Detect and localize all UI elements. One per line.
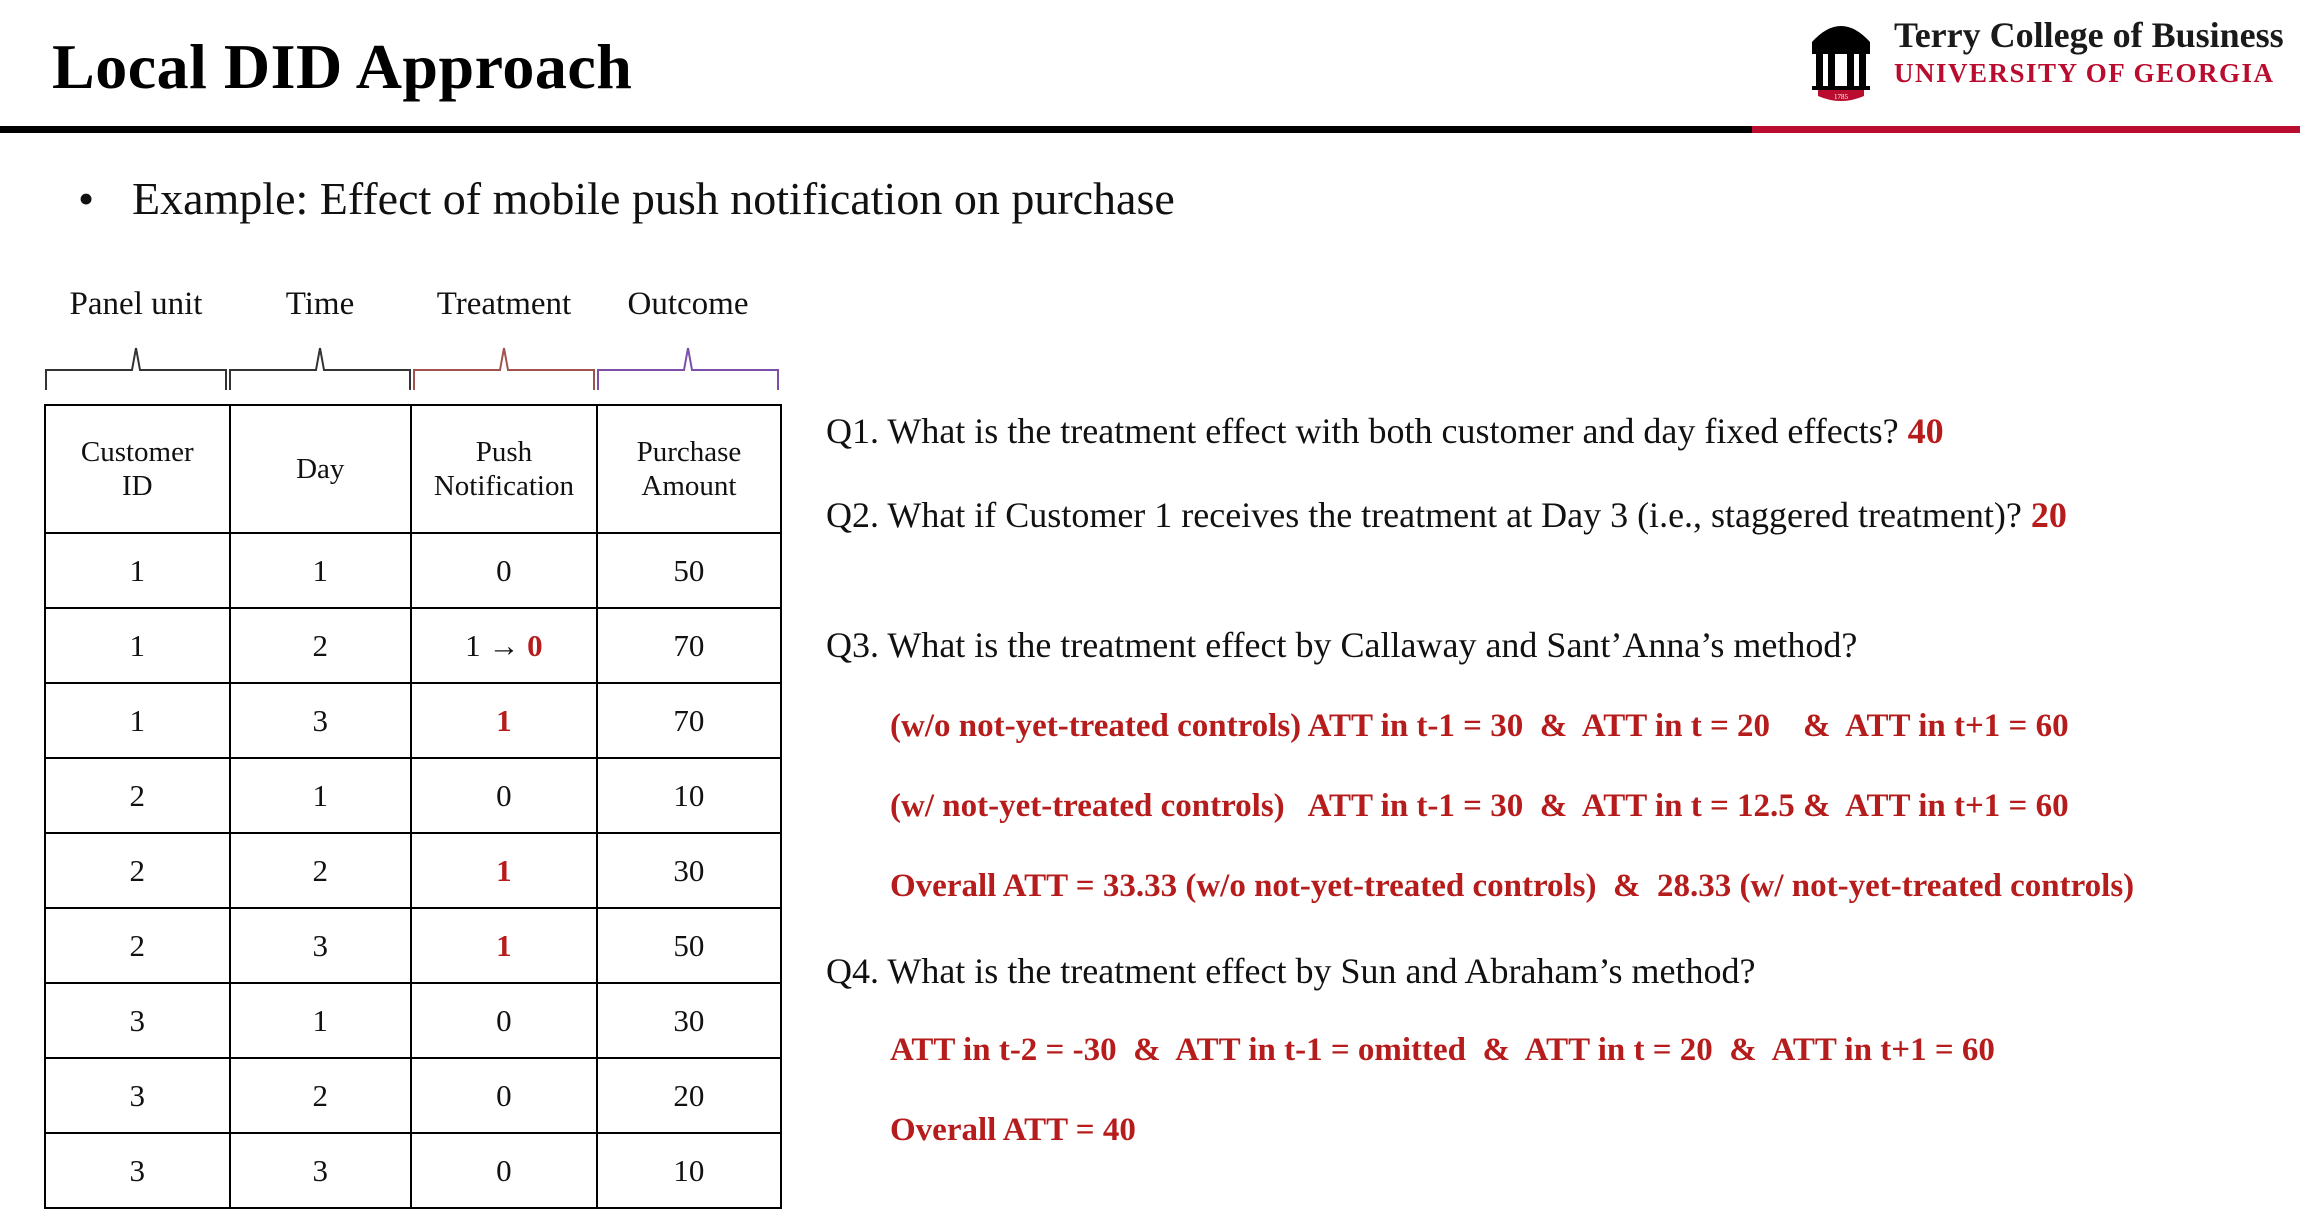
brace-treatment (414, 348, 594, 390)
question-q3 (826, 624, 1857, 666)
cell-customer-id: 1 (45, 683, 230, 758)
q1-answer: 40 (1907, 411, 1944, 451)
logo-university-name: UNIVERSITY OF GEORGIA (1894, 58, 2275, 88)
cell-day: 1 (230, 758, 411, 833)
logo-year: 1785 (1834, 93, 1848, 101)
brace-outcome (598, 348, 778, 390)
header-customer-id: Customer ID (45, 405, 230, 533)
cell-push-notification: 0 (411, 533, 597, 608)
question-q1 (826, 410, 1944, 452)
table-row (45, 533, 781, 608)
table-row (45, 1058, 781, 1133)
cell-customer-id: 3 (45, 1058, 230, 1133)
q3-text: Q3. What is the treatment effect by Callaway and Sant’Anna’s method? (826, 625, 1858, 665)
cell-day: 3 (230, 908, 411, 983)
cell-purchase-amount: 10 (597, 1133, 781, 1208)
q3-answer-overall: Overall ATT = 33.33 (w/o not-yet-treated controls) & 28.33 (w/ not-yet-treated controls) (890, 868, 2135, 904)
title-rule-red (1752, 126, 2300, 133)
q1-text: Q1. What is the treatment effect with both customer and day fixed effects? (826, 411, 1908, 451)
q4-answer-overall: Overall ATT = 40 (890, 1112, 1136, 1148)
cell-day: 2 (230, 833, 411, 908)
group-label-treatment: Treatment (436, 286, 572, 322)
brace-time (230, 348, 410, 390)
cell-purchase-amount: 30 (597, 833, 781, 908)
cell-purchase-amount: 30 (597, 983, 781, 1058)
bullet-dot-icon: • (78, 173, 95, 224)
push-override-value: 0 (527, 627, 543, 663)
q4-text: Q4. What is the treatment effect by Sun and Abraham’s method? (826, 951, 1756, 991)
bullet-item (78, 172, 1175, 225)
cell-day: 1 (230, 533, 411, 608)
cell-purchase-amount: 70 (597, 608, 781, 683)
cell-purchase-amount: 10 (597, 758, 781, 833)
cell-push-notification: 1 (411, 833, 597, 908)
table-row (45, 833, 781, 908)
q3-answer-with-controls: (w/ not-yet-treated controls) ATT in t-1 = 30 & ATT in t = 12.5 & ATT in t+1 = 60 (890, 788, 2069, 824)
table-row (45, 608, 781, 683)
cell-day: 3 (230, 1133, 411, 1208)
cell-push-notification: 1 (411, 908, 597, 983)
cell-purchase-amount: 70 (597, 683, 781, 758)
table-row (45, 758, 781, 833)
header-purchase-amount: Purchase Amount (597, 405, 781, 533)
header-push-notification: Push Notification (411, 405, 597, 533)
table-row (45, 908, 781, 983)
group-label-panel-unit: Panel unit (69, 286, 203, 322)
table-row (45, 983, 781, 1058)
question-q2 (826, 494, 2067, 536)
q4-answer-event-study: ATT in t-2 = -30 & ATT in t-1 = omitted & ATT in t = 20 & ATT in t+1 = 60 (890, 1032, 1995, 1068)
header-day: Day (230, 405, 411, 533)
logo-college-name: Terry College of Business (1894, 15, 2284, 55)
table-row (45, 683, 781, 758)
q2-answer: 20 (2030, 495, 2067, 535)
cell-customer-id: 3 (45, 1133, 230, 1208)
cell-push-notification: 0 (411, 1058, 597, 1133)
cell-day: 2 (230, 608, 411, 683)
group-label-outcome: Outcome (627, 286, 749, 322)
cell-push-notification: 1 (411, 683, 597, 758)
brace-panel-unit (46, 348, 226, 390)
panel-data-table (44, 404, 782, 1209)
cell-push-notification: 0 (411, 758, 597, 833)
cell-customer-id: 1 (45, 608, 230, 683)
cell-day: 1 (230, 983, 411, 1058)
cell-push-notification: 0 (411, 1133, 597, 1208)
cell-day: 2 (230, 1058, 411, 1133)
cell-purchase-amount: 20 (597, 1058, 781, 1133)
cell-customer-id: 3 (45, 983, 230, 1058)
cell-day: 3 (230, 683, 411, 758)
cell-purchase-amount: 50 (597, 533, 781, 608)
cell-purchase-amount: 50 (597, 908, 781, 983)
cell-push-notification: 1 → 0 (411, 608, 597, 683)
table-row (45, 1133, 781, 1208)
arch-logo-icon (1808, 8, 1874, 104)
uga-terry-logo (1808, 8, 2284, 104)
q3-answer-without-controls: (w/o not-yet-treated controls) ATT in t-1 = 30 & ATT in t = 20 & ATT in t+1 = 60 (890, 708, 2069, 744)
group-label-time: Time (285, 286, 355, 322)
slide-title: Local DID Approach (52, 31, 633, 102)
table-header-row (45, 405, 781, 533)
q2-text: Q2. What if Customer 1 receives the treatment at Day 3 (i.e., staggered treatment)? (826, 495, 2031, 535)
cell-customer-id: 2 (45, 758, 230, 833)
cell-push-notification: 0 (411, 983, 597, 1058)
question-q4 (826, 950, 1755, 992)
cell-customer-id: 2 (45, 833, 230, 908)
bullet-text: Example: Effect of mobile push notification on purchase (132, 173, 1175, 224)
column-braces (44, 340, 784, 392)
cell-customer-id: 2 (45, 908, 230, 983)
cell-customer-id: 1 (45, 533, 230, 608)
title-rule-black (0, 126, 1752, 133)
